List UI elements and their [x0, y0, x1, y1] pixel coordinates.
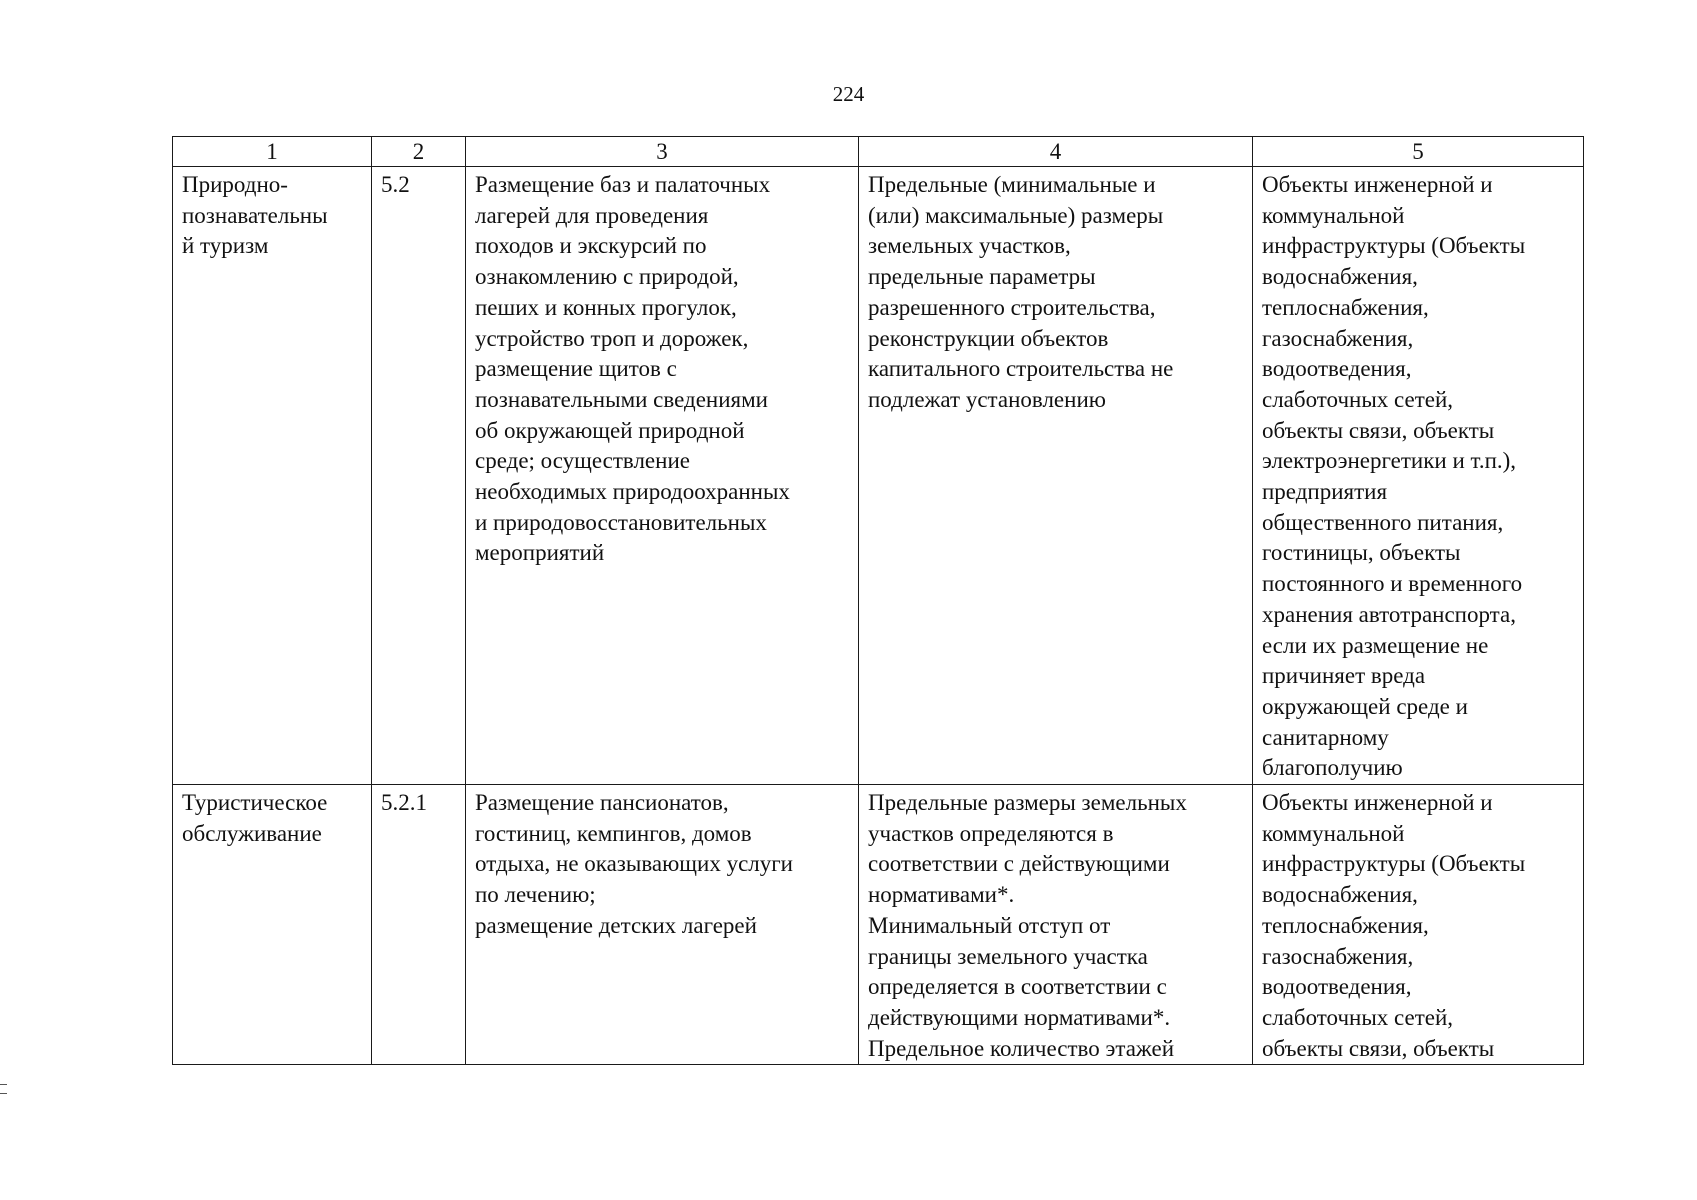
cell-text-line: подлежат установлению: [868, 386, 1106, 412]
column-header-5: 5: [1253, 137, 1584, 167]
parameters-cell: [859, 785, 1253, 1065]
cell-text-line: соответствии с действующими: [868, 851, 1170, 877]
cell-text-line: Минимальный отступ от: [868, 912, 1111, 938]
table-row: [173, 167, 1584, 785]
cell-text-line: объекты связи, объекты: [1262, 417, 1495, 443]
cell-text-line: объекты связи, объекты: [1262, 1035, 1495, 1061]
cell-text-line: по лечению;: [475, 882, 596, 908]
cell-text-line: Предельное количество этажей: [868, 1035, 1175, 1061]
cell-text-line: мероприятий: [475, 540, 605, 566]
cell-text-line: Объекты инженерной и: [1262, 172, 1493, 197]
cell-text-line: слаботочных сетей,: [1262, 386, 1454, 412]
auxiliary-uses-cell: [1253, 785, 1584, 1065]
cell-text-line: постоянного и временного: [1262, 571, 1523, 597]
cell-text-line: й туризм: [182, 233, 269, 259]
column-header-2: 2: [372, 137, 466, 167]
cell-text-line: благополучию: [1262, 755, 1403, 781]
cell-text-line: действующими нормативами*.: [868, 1004, 1171, 1030]
column-header-3: 3: [466, 137, 859, 167]
cell-text-line: предприятия: [1262, 479, 1388, 505]
cell-text-line: хранения автотранспорта,: [1262, 601, 1516, 627]
page-number: 224: [832, 82, 865, 106]
cell-text-line: устройство троп и дорожек,: [475, 325, 749, 351]
table-row: [173, 785, 1584, 1065]
cell-text-line: Предельные размеры земельных: [868, 790, 1187, 816]
cell-text-line: и природовосстановительных: [475, 509, 767, 535]
cell-text-line: определяется в соответствии с: [868, 974, 1167, 1000]
column-header-4: 4: [859, 137, 1253, 167]
cell-text-line: Размещение баз и палаточных: [475, 172, 771, 197]
cell-text-line: 5.2.1: [381, 790, 427, 816]
cell-text-line: санитарному: [1262, 724, 1389, 750]
cell-text-line: пеших и конных прогулок,: [475, 294, 737, 320]
cell-text-line: газоснабжения,: [1262, 943, 1414, 969]
cell-text-line: реконструкции объектов: [868, 325, 1109, 351]
cell-text-line: Предельные (минимальные и: [868, 172, 1156, 197]
column-header-1: 1: [173, 137, 372, 167]
cell-text-line: капитального строительства не: [868, 356, 1174, 382]
cell-text-line: газоснабжения,: [1262, 325, 1414, 351]
cell-text-line: об окружающей природной: [475, 417, 745, 443]
use-type-name-cell: [173, 785, 372, 1065]
cell-text-line: инфраструктуры (Объекты: [1262, 851, 1526, 877]
land-use-table: [172, 136, 1584, 1065]
cell-text-line: границы земельного участка: [868, 943, 1148, 969]
parameters-cell: [859, 167, 1253, 785]
cell-text-line: коммунальной: [1262, 820, 1405, 846]
cell-text-line: предельные параметры: [868, 264, 1096, 290]
table-header-row: [173, 137, 1584, 167]
cell-text-line: познавательными сведениями: [475, 386, 768, 412]
cell-text-line: водоснабжения,: [1262, 264, 1418, 290]
cell-text-line: водоотведения,: [1262, 356, 1412, 382]
cell-text-line: 5.2: [381, 172, 410, 197]
cell-text-line: гостиницы, объекты: [1262, 540, 1461, 566]
cell-text-line: если их размещение не: [1262, 632, 1489, 658]
cell-text-line: коммунальной: [1262, 202, 1405, 228]
cell-text-line: среде; осуществление: [475, 448, 690, 474]
cell-text-line: гостиниц, кемпингов, домов: [475, 820, 752, 846]
auxiliary-uses-cell: [1253, 167, 1584, 785]
cell-text-line: теплоснабжения,: [1262, 294, 1429, 320]
cell-text-line: инфраструктуры (Объекты: [1262, 233, 1526, 259]
cell-text-line: познавательны: [182, 202, 328, 228]
use-type-description-cell: [466, 167, 859, 785]
use-type-code-cell: [372, 167, 466, 785]
cell-text-line: нормативами*.: [868, 882, 1015, 908]
cell-text-line: Размещение пансионатов,: [475, 790, 729, 816]
cell-text-line: лагерей для проведения: [475, 202, 709, 228]
cell-text-line: окружающей среде и: [1262, 693, 1468, 719]
cell-text-line: водоснабжения,: [1262, 882, 1418, 908]
cell-text-line: слаботочных сетей,: [1262, 1004, 1454, 1030]
cell-text-line: отдыха, не оказывающих услуги: [475, 851, 793, 877]
cell-text-line: размещение щитов с: [475, 356, 677, 382]
use-type-description-cell: [466, 785, 859, 1065]
cell-text-line: (или) максимальные) размеры: [868, 202, 1164, 228]
cell-text-line: теплоснабжения,: [1262, 912, 1429, 938]
cell-text-line: обслуживание: [182, 820, 322, 846]
cell-text-line: ознакомлению с природой,: [475, 264, 739, 290]
use-type-code-cell: [372, 785, 466, 1065]
use-type-name-cell: [173, 167, 372, 785]
cell-text-line: земельных участков,: [868, 233, 1071, 259]
cell-text-line: общественного питания,: [1262, 509, 1504, 535]
cell-text-line: Объекты инженерной и: [1262, 790, 1493, 816]
cell-text-line: водоотведения,: [1262, 974, 1412, 1000]
cell-text-line: причиняет вреда: [1262, 663, 1426, 689]
cell-text-line: размещение детских лагерей: [475, 912, 757, 938]
cell-text-line: Природно-: [182, 172, 288, 197]
cell-text-line: участков определяются в: [868, 820, 1114, 846]
cell-text-line: необходимых природоохранных: [475, 479, 790, 505]
cell-text-line: разрешенного строительства,: [868, 294, 1156, 320]
cell-text-line: походов и экскурсий по: [475, 233, 707, 259]
cell-text-line: Туристическое: [182, 790, 328, 816]
scan-margin-mark: [0, 1084, 7, 1094]
cell-text-line: электроэнергетики и т.п.),: [1262, 448, 1517, 474]
